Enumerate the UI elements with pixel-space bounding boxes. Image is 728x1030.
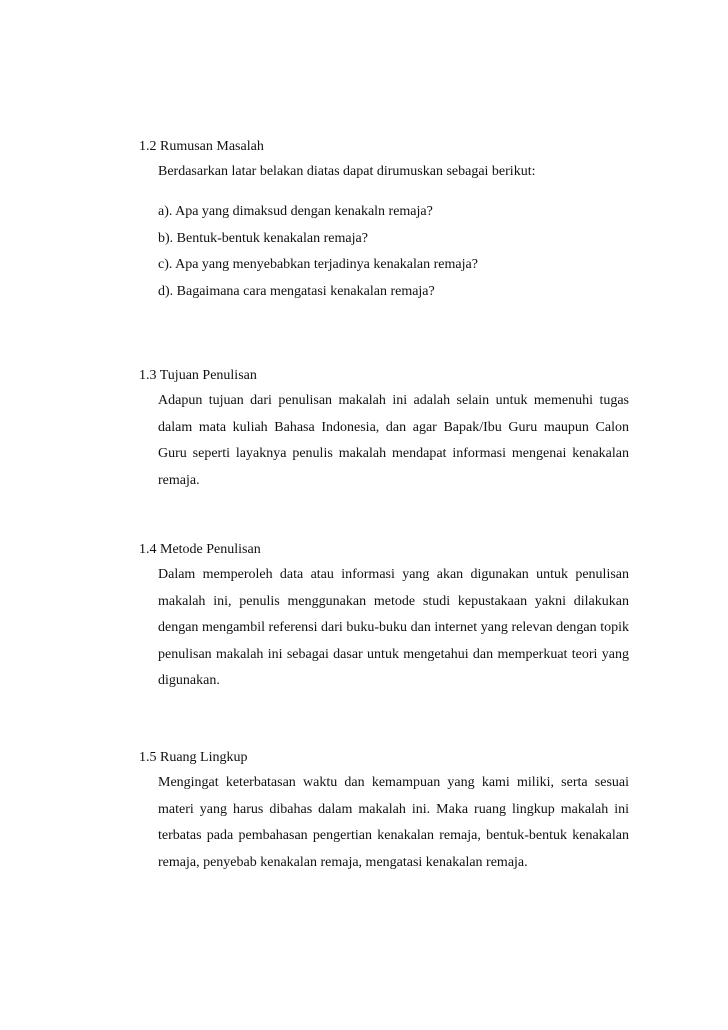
list-item: a). Apa yang dimaksud dengan kenakaln remaja? <box>158 204 433 219</box>
list-item: d). Bagaimana cara mengatasi kenakalan remaja? <box>158 283 435 299</box>
section-heading: 1.2 Rumusan Masalah <box>139 139 264 154</box>
list-item: c). Apa yang menyebabkan terjadinya kenakalan remaja? <box>158 257 478 272</box>
section-tujuan-penulisan <box>139 366 629 494</box>
section-body: Mengingat keterbatasan waktu dan kemampuan yang kami miliki, serta sesuai materi yang harus dibahas dalam makalah ini. Maka ruang lingkup makalah ini terbatas pada pembahasan pengertian kenakalan remaja, bentuk-bentuk kenakalan remaja, penyebab kenakalan remaja, mengatasi kenakalan remaja. <box>158 775 629 870</box>
section-heading: 1.4 Metode Penulisan <box>139 542 261 557</box>
section-metode-penulisan <box>139 540 629 695</box>
section-heading: 1.5 Ruang Lingkup <box>139 750 248 765</box>
section-heading: 1.3 Tujuan Penulisan <box>139 368 257 383</box>
section-body: Adapun tujuan dari penulisan makalah ini adalah selain untuk memenuhi tugas dalam mata kuliah Bahasa Indonesia, dan agar Bapak/Ibu Guru maupun Calon Guru seperti layaknya penulis makalah mendapat informasi mengenai kenakalan remaja. <box>158 393 629 488</box>
list-item: b). Bentuk-bentuk kenakalan remaja? <box>158 230 368 246</box>
section-rumusan-masalah <box>139 137 629 305</box>
section-ruang-lingkup <box>139 748 629 876</box>
section-body: Dalam memperoleh data atau informasi yang akan digunakan untuk penulisan makalah ini, penulis menggunakan metode studi kepustakaan yakni dilakukan dengan mengambil referensi dari buku-buku dan internet yang relevan dengan topik penulisan makalah ini sebagai dasar untuk mengetahui dan memperkuat teori yang digunakan. <box>158 567 629 688</box>
question-list <box>158 199 629 305</box>
section-intro: Berdasarkan latar belakan diatas dapat dirumuskan sebagai berikut: <box>158 164 536 179</box>
